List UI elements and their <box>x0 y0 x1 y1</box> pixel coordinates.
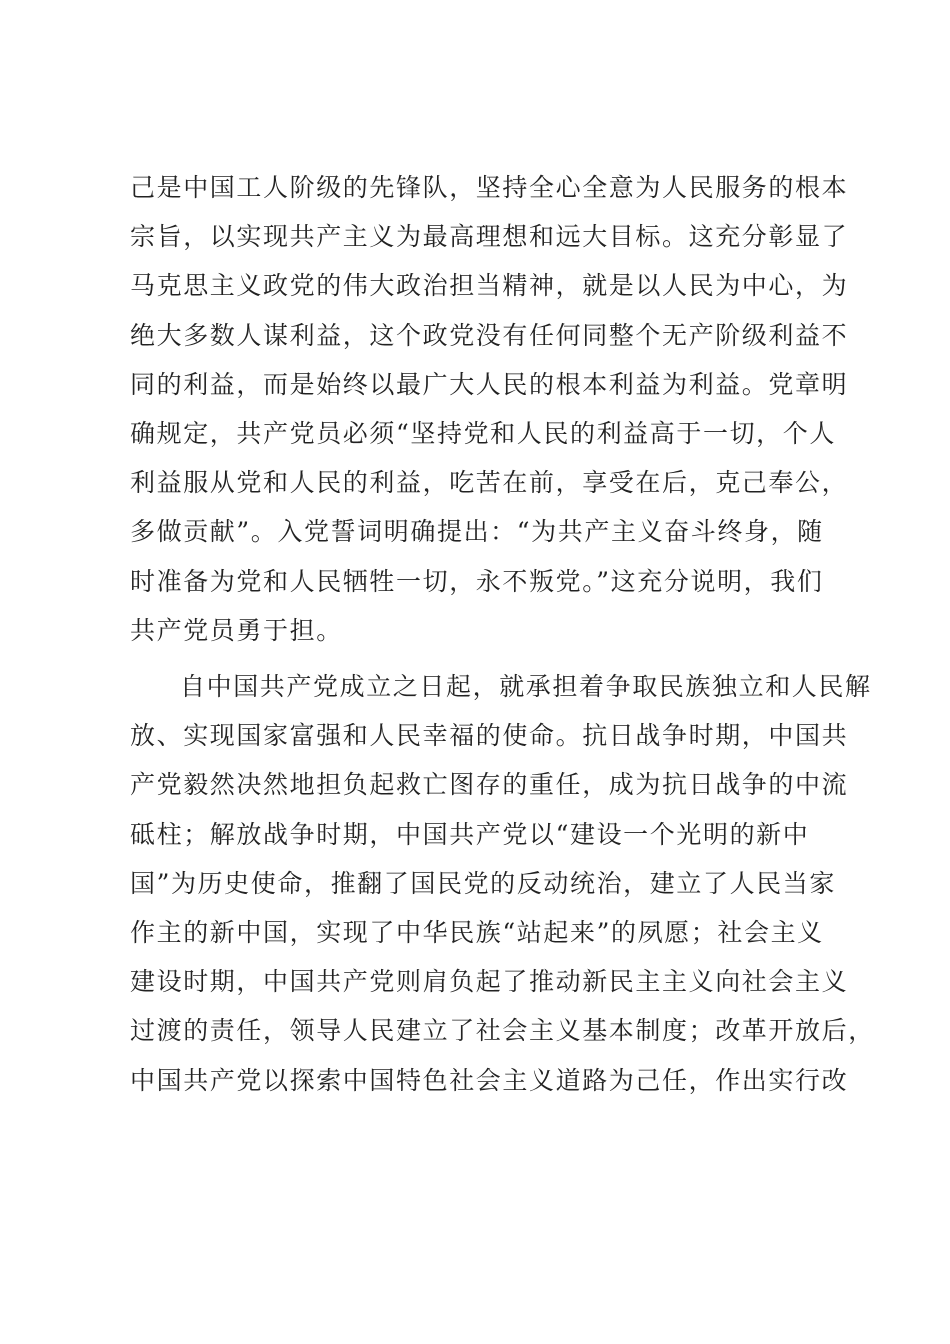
text-line: 国”为历史使命，推翻了国民党的反动统治，建立了人民当家 <box>130 868 836 898</box>
text-line: 多做贡献”。入党誓词明确提出：“为共产主义奋斗终身，随 <box>130 517 824 547</box>
text-line: 同的利益，而是始终以最广大人民的根本利益为利益。党章明 <box>130 369 849 399</box>
text-line: 产党毅然决然地担负起救亡图存的重任，成为抗日战争的中流 <box>130 770 849 800</box>
paragraph-1 <box>130 163 849 655</box>
text-line: 建设时期，中国共产党则肩负起了推动新民主主义向社会主义 <box>130 967 849 997</box>
text-line: 共产党员勇于担。 <box>130 615 343 645</box>
text-line: 过渡的责任，领导人民建立了社会主义基本制度；改革开放后， <box>130 1016 875 1046</box>
text-line: 确规定，共产党员必须“坚持党和人民的利益高于一切，个人 <box>130 418 836 448</box>
text-line: 宗旨，以实现共产主义为最高理想和远大目标。这充分彰显了 <box>130 222 849 252</box>
text-line: 绝大多数人谋利益，这个政党没有任何同整个无产阶级利益不 <box>130 320 849 350</box>
text-line: 己是中国工人阶级的先锋队，坚持全心全意为人民服务的根本 <box>130 173 849 202</box>
text-line: 利益服从党和人民的利益，吃苦在前，享受在后，克己奉公， <box>130 468 849 498</box>
text-line: 中国共产党以探索中国特色社会主义道路为己任，作出实行改 <box>130 1065 849 1095</box>
text-line: 马克思主义政党的伟大政治担当精神，就是以人民为中心，为 <box>130 271 849 301</box>
text-line: 砥柱；解放战争时期，中国共产党以“建设一个光明的新中 <box>130 819 810 849</box>
text-line: 时准备为党和人民牺牲一切，永不叛党。”这充分说明，我们 <box>130 566 824 596</box>
text-line-first: 自中国共产党成立之日起，就承担着争取民族独立和人民解 <box>180 672 872 701</box>
text-line: 放、实现国家富强和人民幸福的使命。抗日战争时期，中国共 <box>130 721 849 751</box>
paragraph-2 <box>130 662 875 1105</box>
text-line: 作主的新中国，实现了中华民族“站起来”的夙愿；社会主义 <box>130 917 824 947</box>
